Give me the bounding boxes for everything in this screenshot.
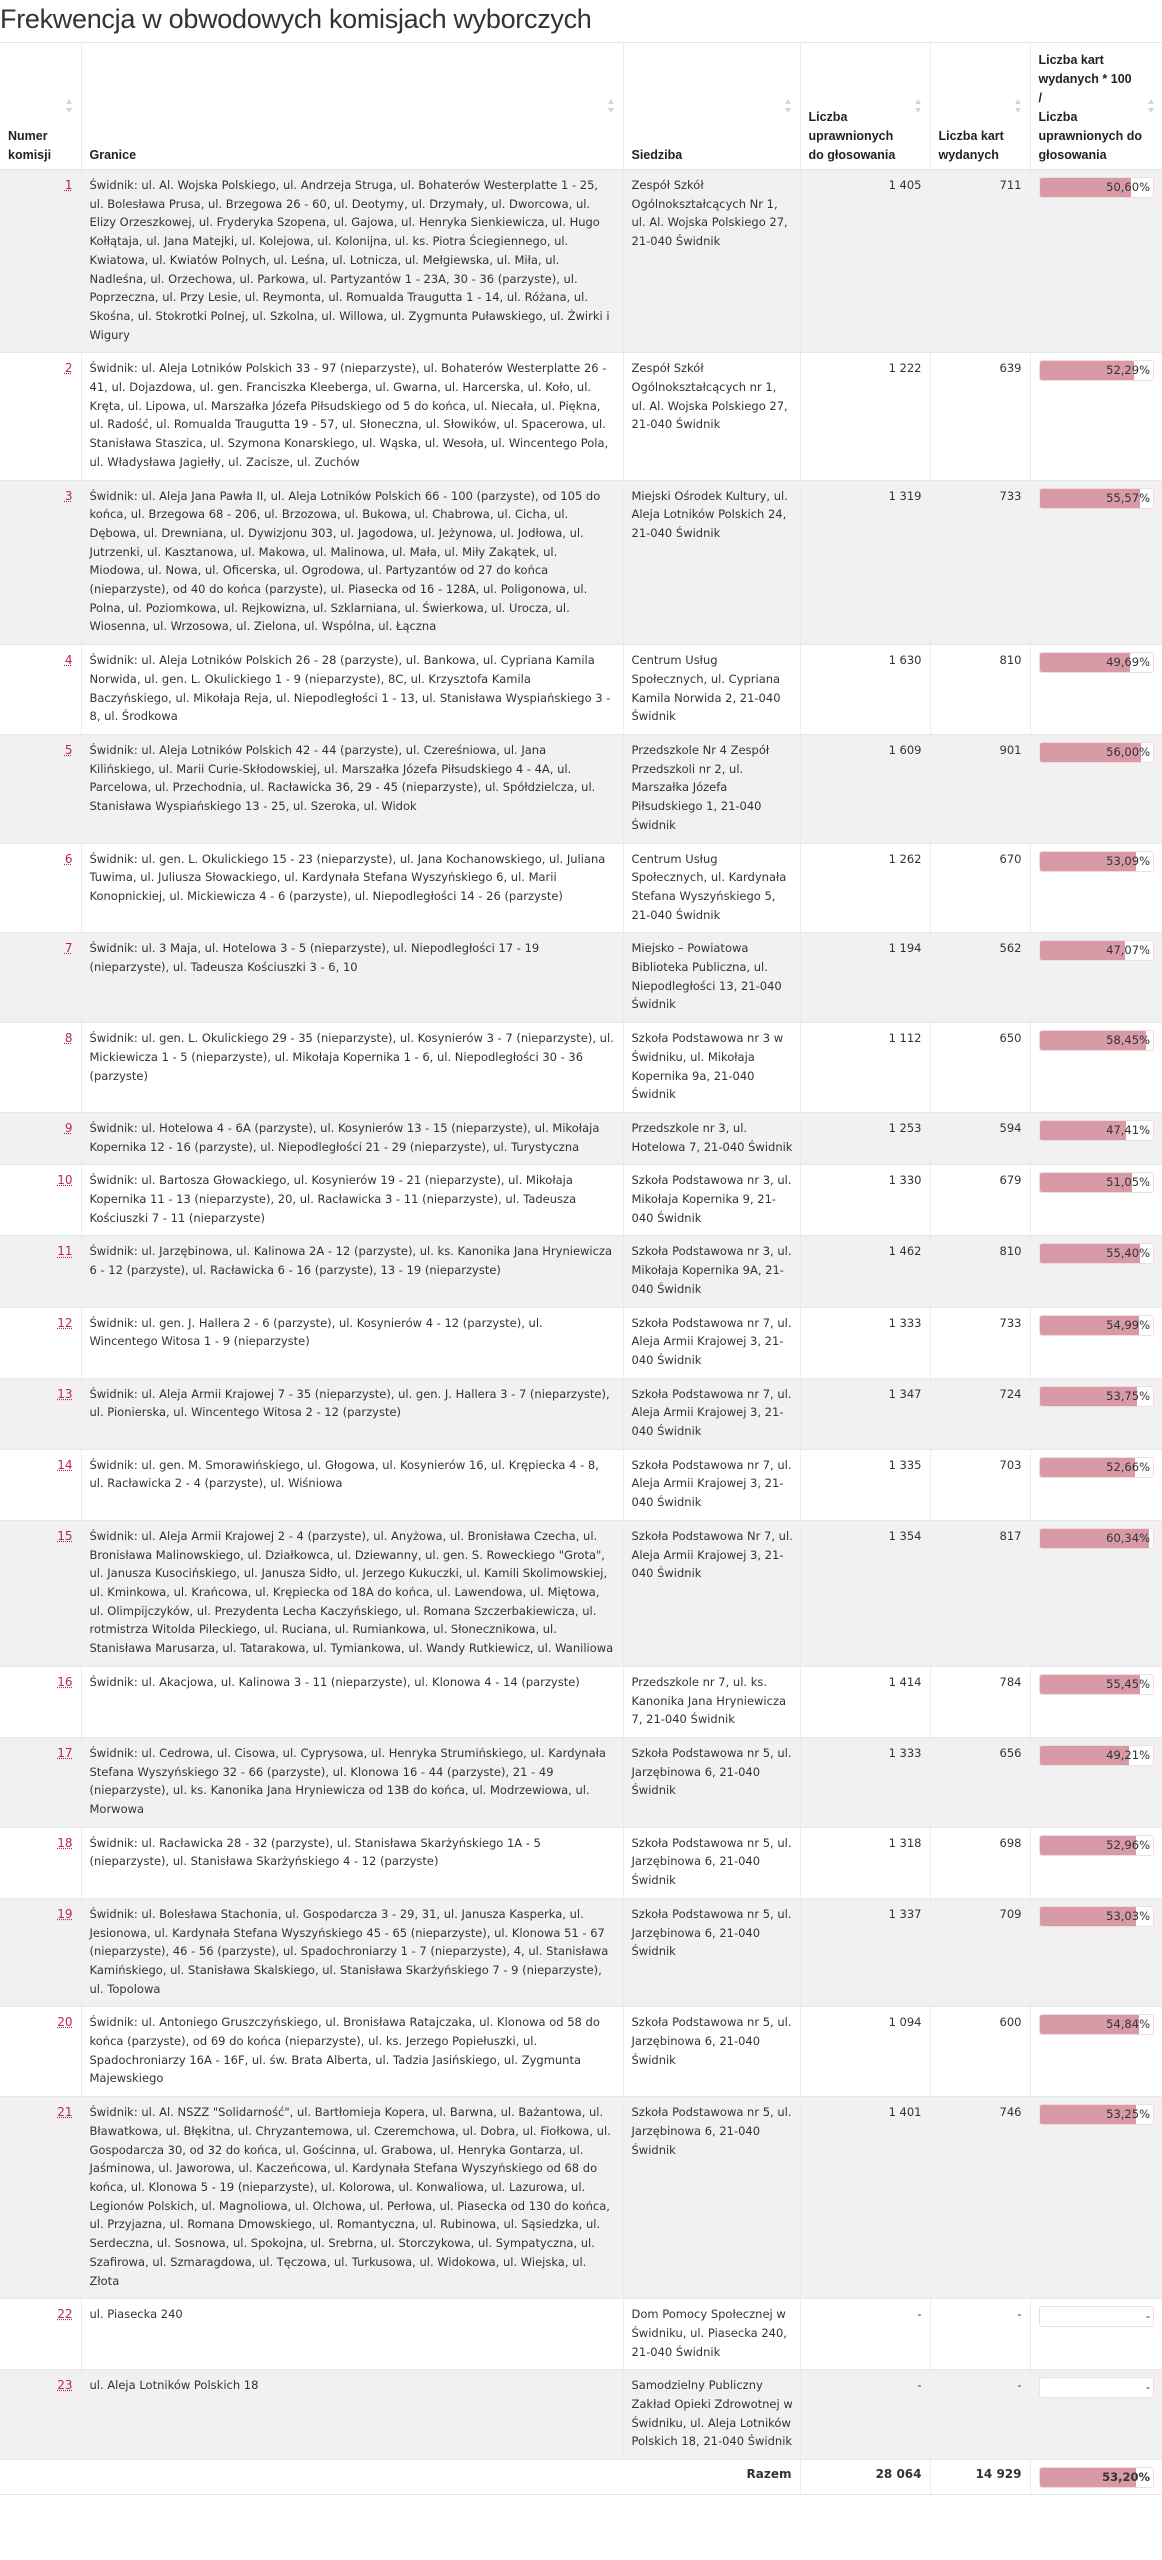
ballots-issued-cell: 711 [930, 170, 1030, 353]
column-header-numer[interactable] [0, 43, 81, 170]
seat-cell: Szkoła Podstawowa nr 7, ul. Aleja Armii Krajowej 3, 21-040 Świdnik [623, 1378, 800, 1449]
table-row [0, 645, 1162, 735]
column-header-label: Liczba kart wydanych [938, 129, 1004, 162]
table-row [0, 1236, 1162, 1307]
sort-icon[interactable] [1015, 99, 1022, 113]
column-header-label: Liczba uprawnionych do głosowania [808, 110, 896, 162]
ballots-issued-cell: 656 [930, 1737, 1030, 1827]
commission-number-link[interactable]: 5 [64, 742, 73, 757]
boundaries-cell: Świdnik: ul. Cedrowa, ul. Cisowa, ul. Cyprysowa, ul. Henryka Strumińskiego, ul. Kardynała Stefana Wyszyńskiego 32 - 66 (parzyste), ul. Klonowa 16 - 44 (parzyste), 21 - 49 (nieparzyste), ul. ks. Kanonika Jana Hryniewicza od 13B do końca, ul. Modrzewiowa, ul. Morwowa [81, 1737, 623, 1827]
turnout-bar [1039, 2306, 1155, 2327]
seat-cell: Szkoła Podstawowa nr 5, ul. Jarzębinowa 6, 21-040 Świdnik [623, 2097, 800, 2299]
turnout-bar [1039, 940, 1155, 961]
commission-number-cell [0, 2299, 81, 2370]
column-header-label: Numer komisji [8, 129, 52, 162]
ballots-issued-cell: 698 [930, 1827, 1030, 1898]
turnout-bar-label: 55,57% [1106, 490, 1150, 505]
boundaries-cell: Świdnik: ul. Akacjowa, ul. Kalinowa 3 - 11 (nieparzyste), ul. Klonowa 4 - 14 (parzyste) [81, 1666, 623, 1737]
turnout-bar-label: 49,69% [1106, 655, 1150, 670]
turnout-cell [1030, 2097, 1162, 2299]
seat-cell: Szkoła Podstawowa nr 3, ul. Mikołaja Kopernika 9, 21-040 Świdnik [623, 1165, 800, 1236]
boundaries-cell: ul. Piasecka 240 [81, 2299, 623, 2370]
eligible-voters-cell: 1 347 [800, 1378, 930, 1449]
commission-number-link[interactable]: 16 [57, 1674, 73, 1689]
commission-number-link[interactable]: 15 [57, 1528, 73, 1543]
turnout-cell [1030, 480, 1162, 645]
seat-cell: Szkoła Podstawowa nr 5, ul. Jarzębinowa 6, 21-040 Świdnik [623, 1827, 800, 1898]
ballots-issued-cell: 709 [930, 1898, 1030, 2007]
eligible-voters-cell: 1 194 [800, 933, 930, 1023]
turnout-bar-label: 52,66% [1106, 1459, 1150, 1474]
table-row [0, 1023, 1162, 1113]
table-row [0, 1378, 1162, 1449]
turnout-cell [1030, 734, 1162, 843]
commission-number-link[interactable]: 10 [57, 1173, 73, 1188]
boundaries-cell: ul. Aleja Lotników Polskich 18 [81, 2370, 623, 2460]
table-row [0, 2007, 1162, 2097]
boundaries-cell: Świdnik: ul. Hotelowa 4 - 6A (parzyste), ul. Kosynierów 13 - 15 (nieparzyste), ul. Mikołaja Kopernika 12 - 16 (parzyste), ul. Niepodległości 21 - 29 (nieparzyste), ul. Turystyczna [81, 1112, 623, 1164]
turnout-bar-label: 53,03% [1106, 1908, 1150, 1923]
eligible-voters-cell: 1 333 [800, 1737, 930, 1827]
table-row [0, 933, 1162, 1023]
turnout-bar-label: 50,60% [1106, 180, 1150, 194]
ballots-issued-cell: 679 [930, 1165, 1030, 1236]
seat-cell: Szkoła Podstawowa nr 5, ul. Jarzębinowa 6, 21-040 Świdnik [623, 1737, 800, 1827]
column-header-siedziba[interactable] [623, 43, 800, 170]
sort-icon[interactable] [1147, 99, 1154, 113]
ballots-issued-cell: 733 [930, 1307, 1030, 1378]
commission-number-link[interactable]: 22 [57, 2307, 73, 2322]
turnout-bar-label: 55,40% [1106, 1246, 1150, 1261]
turnout-bar [1039, 1120, 1155, 1141]
table-row [0, 1449, 1162, 1520]
column-header-uprawnieni[interactable] [800, 43, 930, 170]
turnout-table [0, 42, 1162, 2495]
commission-number-link[interactable]: 14 [57, 1457, 73, 1472]
table-row [0, 1165, 1162, 1236]
turnout-bar [1039, 1835, 1155, 1856]
turnout-bar [1039, 1528, 1155, 1549]
table-row [0, 2299, 1162, 2370]
commission-number-link[interactable]: 1 [64, 178, 73, 192]
eligible-voters-cell: 1 462 [800, 1236, 930, 1307]
commission-number-link[interactable]: 7 [64, 941, 73, 956]
ballots-issued-cell: 810 [930, 1236, 1030, 1307]
turnout-bar [1039, 2104, 1155, 2125]
table-row [0, 1898, 1162, 2007]
ballots-issued-cell: 650 [930, 1023, 1030, 1113]
commission-number-link[interactable]: 11 [57, 1244, 73, 1259]
eligible-voters-cell: 1 222 [800, 353, 930, 480]
eligible-voters-cell: 1 262 [800, 843, 930, 933]
turnout-bar [1039, 1315, 1155, 1336]
commission-number-cell [0, 480, 81, 645]
turnout-bar [1039, 1243, 1155, 1264]
boundaries-cell: Świdnik: ul. Aleja Lotników Polskich 33 - 97 (nieparzyste), ul. Bohaterów Westerplatte 26 - 41, ul. Dojazdowa, ul. gen. Franciszka Kleeberga, ul. Gwarna, ul. Harcerska, ul. Koło, ul. Kręta, ul. Lipowa, ul. Marszałka Józefa Piłsudskiego od 5 do końca, ul. Niecała, ul. Piękna, ul. Radość, ul. Romualda Traugutta 19 - 57, ul. Słoneczna, ul. Słowików, ul. Spacerowa, ul. Stanisława Staszica, ul. Szymona Konarskiego, ul. Wąska, ul. Wesoła, ul. Wincentego Pola, ul. Władysława Jagiełły, ul. Zacisze, ul. Zuchów [81, 353, 623, 480]
commission-number-cell [0, 2370, 81, 2460]
seat-cell: Szkoła Podstawowa nr 7, ul. Aleja Armii Krajowej 3, 21-040 Świdnik [623, 1307, 800, 1378]
turnout-cell [1030, 1023, 1162, 1113]
eligible-voters-cell: 1 094 [800, 2007, 930, 2097]
turnout-cell [1030, 1827, 1162, 1898]
ballots-issued-cell: 784 [930, 1666, 1030, 1737]
commission-number-cell [0, 1112, 81, 1164]
seat-cell: Miejski Ośrodek Kultury, ul. Aleja Lotników Polskich 24, 21-040 Świdnik [623, 480, 800, 645]
boundaries-cell: Świdnik: ul. Jarzębinowa, ul. Kalinowa 2A - 12 (parzyste), ul. ks. Kanonika Jana Hryniewicza 6 - 12 (parzyste), ul. Racławicka 6 - 16 (parzyste), 13 - 19 (nieparzyste) [81, 1236, 623, 1307]
column-header-karty[interactable] [930, 43, 1030, 170]
commission-number-link[interactable]: 18 [57, 1835, 73, 1850]
turnout-cell [1030, 353, 1162, 480]
seat-cell: Szkoła Podstawowa nr 7, ul. Aleja Armii Krajowej 3, 21-040 Świdnik [623, 1449, 800, 1520]
commission-number-cell [0, 1378, 81, 1449]
turnout-bar-label: - [1145, 2380, 1150, 2395]
table-row [0, 1827, 1162, 1898]
ballots-issued-cell: 901 [930, 734, 1030, 843]
commission-number-cell [0, 1023, 81, 1113]
eligible-voters-cell: 1 112 [800, 1023, 930, 1113]
boundaries-cell: Świdnik: ul. gen. L. Okulickiego 29 - 35 (nieparzyste), ul. Kosynierów 3 - 7 (nieparzyste), ul. Mickiewicza 1 - 5 (nieparzyste), ul. Mikołaja Kopernika 1 - 6, ul. Niepodległości 30 - 36 (parzyste) [81, 1023, 623, 1113]
ballots-issued-cell: 594 [930, 1112, 1030, 1164]
turnout-bar-label: 54,99% [1106, 1317, 1150, 1332]
boundaries-cell: Świdnik: ul. Racławicka 28 - 32 (parzyste), ul. Stanisława Skarżyńskiego 1A - 5 (nieparzyste), ul. Stanisława Skarżyńskiego 4 - 12 (parzyste) [81, 1827, 623, 1898]
ballots-issued-cell: 639 [930, 353, 1030, 480]
turnout-bar-label: 54,84% [1106, 2017, 1150, 2032]
boundaries-cell: Świdnik: ul. Aleja Lotników Polskich 42 - 44 (parzyste), ul. Czereśniowa, ul. Jana Kilińskiego, ul. Marii Curie-Skłodowskiej, ul. Marszałka Józefa Piłsudskiego 4 - 4A, ul. Parcelowa, ul. Przechodnia, ul. Racławicka 36, 29 - 45 (nieparzyste), ul. Spółdzielcza, ul. Stanisława Wyspiańskiego 13 - 25, ul. Szeroka, ul. Widok [81, 734, 623, 843]
turnout-bar-label: 49,21% [1106, 1747, 1150, 1762]
turnout-cell [1030, 1449, 1162, 1520]
table-row [0, 1307, 1162, 1378]
boundaries-cell: Świdnik: ul. gen. L. Okulickiego 15 - 23 (nieparzyste), ul. Jana Kochanowskiego, ul. Juliana Tuwima, ul. Juliusza Słowackiego, ul. Kardynała Stefana Wyszyńskiego 6, ul. Marii Konopnickiej, ul. Mickiewicza 4 - 6 (parzyste), ul. Niepodległości 14 - 26 (parzyste) [81, 843, 623, 933]
turnout-cell [1030, 2370, 1162, 2460]
turnout-bar-label: 53,75% [1106, 1388, 1150, 1403]
sort-icon[interactable] [66, 99, 73, 113]
boundaries-cell: Świdnik: ul. Al. NSZZ "Solidarność", ul. Bartłomieja Kopera, ul. Barwna, ul. Bażantowa, ul. Bławatkowa, ul. Błękitna, ul. Chryzantemowa, ul. Czeremchowa, ul. Dobra, ul. Fiołkowa, ul. Gospodarcza 30, od 32 do końca, ul. Gościnna, ul. Grabowa, ul. Henryka Gontarza, ul. Jaśminowa, ul. Jaworowa, ul. Kaczeńcowa, ul. Kardynała Stefana Wyszyńskiego od 68 do końca, ul. Klonowa 5 - 19 (nieparzyste), ul. Kolorowa, ul. Konwaliowa, ul. Lazurowa, ul. Legionów Polskich, ul. Magnoliowa, ul. Olchowa, ul. Perłowa, ul. Piasecka od 130 do końca, ul. Przyjazna, ul. Romana Dmowskiego, ul. Romantyczna, ul. Rubinowa, ul. Sąsiedzka, ul. Serdeczna, ul. Sosnowa, ul. Spokojna, ul. Srebrna, ul. Storczykowa, ul. Sympatyczna, ul. Szafirowa, ul. Szmaragdowa, ul. Tęczowa, ul. Turkusowa, ul. Widokowa, ul. Wiejska, ul. Złota [81, 2097, 623, 2299]
seat-cell: Szkoła Podstawowa nr 5, ul. Jarzębinowa 6, 21-040 Świdnik [623, 1898, 800, 2007]
column-header-frekwencja[interactable] [1030, 43, 1162, 170]
commission-number-cell [0, 1737, 81, 1827]
commission-number-cell [0, 1449, 81, 1520]
eligible-voters-cell: - [800, 2299, 930, 2370]
commission-number-cell [0, 1520, 81, 1666]
commission-number-cell [0, 843, 81, 933]
sort-icon[interactable] [785, 99, 792, 113]
turnout-bar-label: 53,20% [1102, 2470, 1150, 2485]
eligible-voters-cell: 1 609 [800, 734, 930, 843]
turnout-cell [1030, 1898, 1162, 2007]
table-row [0, 1666, 1162, 1737]
boundaries-cell: Świdnik: ul. Aleja Jana Pawła II, ul. Aleja Lotników Polskich 66 - 100 (parzyste), od 105 do końca, ul. Brzegowa 68 - 206, ul. Brzozowa, ul. Bukowa, ul. Chabrowa, ul. Cicha, ul. Dębowa, ul. Drewniana, ul. Dywizjonu 303, ul. Jagodowa, ul. Jeżynowa, ul. Jodłowa, ul. Jutrzenki, ul. Kasztanowa, ul. Makowa, ul. Malinowa, ul. Mała, ul. Miły Zakątek, ul. Miodowa, ul. Nowa, ul. Oficerska, ul. Ogrodowa, ul. Partyzantów od 27 do końca (nieparzyste), od 40 do końca (parzyste), ul. Piasecka od 16 - 128A, ul. Poligonowa, ul. Polna, ul. Poziomkowa, ul. Rejkowizna, ul. Szklarniana, ul. Świerkowa, ul. Urocza, ul. Wiosenna, ul. Wrzosowa, ul. Zielona, ul. Wspólna, ul. Łączna [81, 480, 623, 645]
ballots-issued-cell: 670 [930, 843, 1030, 933]
turnout-cell [1030, 1378, 1162, 1449]
table-row [0, 843, 1162, 933]
turnout-bar [1039, 1906, 1155, 1927]
seat-cell: Zespół Szkół Ogólnokształcących nr 1, ul. Al. Wojska Polskiego 27, 21-040 Świdnik [623, 353, 800, 480]
boundaries-cell: Świdnik: ul. Bartosza Głowackiego, ul. Kosynierów 19 - 21 (nieparzyste), ul. Mikołaja Kopernika 11 - 13 (nieparzyste), 20, ul. Racławicka 3 - 11 (nieparzyste), ul. Tadeusza Kościuszki 7 - 11 (nieparzyste) [81, 1165, 623, 1236]
ballots-issued-cell: - [930, 2370, 1030, 2460]
page-title: Frekwencja w obwodowych komisjach wyborczych [0, 4, 592, 34]
table-row [0, 353, 1162, 480]
sort-icon[interactable] [915, 99, 922, 113]
turnout-bar [1039, 1674, 1155, 1695]
commission-number-link[interactable]: 13 [57, 1386, 73, 1401]
table-row [0, 2097, 1162, 2299]
seat-cell: Zespół Szkół Ogólnokształcących Nr 1, ul. Al. Wojska Polskiego 27, 21-040 Świdnik [623, 170, 800, 353]
sort-icon[interactable] [608, 99, 615, 113]
turnout-cell [1030, 1737, 1162, 1827]
commission-number-link[interactable]: 21 [57, 2105, 73, 2120]
turnout-bar [1039, 652, 1155, 673]
boundaries-cell: Świdnik: ul. Al. Wojska Polskiego, ul. Andrzeja Struga, ul. Bohaterów Westerplatte 1 - 25, ul. Bolesława Prusa, ul. Brzegowa 26 - 60, ul. Deotymy, ul. Drzymały, ul. Dworcowa, ul. Elizy Orzeszkowej, ul. Fryderyka Szopena, ul. Gajowa, ul. Henryka Sienkiewicza, ul. Hugo Kołłątaja, ul. Jana Matejki, ul. Kolejowa, ul. Kolonijna, ul. ks. Piotra Ściegiennego, ul. Kwiatowa, ul. Kwiatów Polnych, ul. Leśna, ul. Lotnicza, ul. Mełgiewska, ul. Miła, ul. Nadleśna, ul. Orzechowa, ul. Parkowa, ul. Partyzantów 1 - 23A, 30 - 36 (parzyste), ul. Poprzeczna, ul. Przy Lesie, ul. Reymonta, ul. Romualda Traugutta 1 - 14, ul. Różana, ul. Skośna, ul. Stokrotki Polnej, ul. Szkolna, ul. Willowa, ul. Zygmunta Puławskiego, ul. Żwirki i Wigury [81, 170, 623, 353]
turnout-bar-label: 56,00% [1106, 744, 1150, 759]
table-row [0, 1520, 1162, 1666]
commission-number-cell [0, 353, 81, 480]
boundaries-cell: Świdnik: ul. 3 Maja, ul. Hotelowa 3 - 5 (nieparzyste), ul. Niepodległości 17 - 19 (nieparzyste), ul. Tadeusza Kościuszki 3 - 6, 10 [81, 933, 623, 1023]
table-row [0, 1112, 1162, 1164]
commission-number-link[interactable]: 4 [64, 653, 73, 668]
boundaries-cell: Świdnik: ul. Antoniego Gruszczyńskiego, ul. Bronisława Ratajczaka, ul. Klonowa od 58 do końca (parzyste), od 69 do końca (nieparzyste), ul. ks. Jerzego Popiełuszki, ul. Spadochroniarzy 16A - 16F, ul. św. Brata Alberta, ul. Tadzia Jasińskiego, ul. Zygmunta Majewskiego [81, 2007, 623, 2097]
column-header-label: Siedziba [631, 148, 683, 162]
column-header-label-line: Liczba uprawnionych do głosowania [1038, 110, 1142, 162]
eligible-voters-cell: 1 337 [800, 1898, 930, 2007]
boundaries-cell: Świdnik: ul. Aleja Armii Krajowej 2 - 4 (parzyste), ul. Anyżowa, ul. Bronisława Czecha, ul. Bronisława Malinowskiego, ul. Działkowca, ul. Dziewanny, ul. gen. S. Roweckiego "Grota", ul. Janusza Kusocińskiego, ul. Janusza Sidło, ul. Jerzego Kukuczki, ul. Kamili Skolimowskiej, ul. Kminkowa, ul. Krańcowa, ul. Krępiecka od 18A do końca, ul. Lawendowa, ul. Miętowa, ul. Olimpijczyków, ul. Prezydenta Lecha Kaczyńskiego, ul. Romana Szczerbakiewicza, ul. rotmistrza Witolda Pileckiego, ul. Ruciana, ul. Rumiankowa, ul. Słonecznikowa, ul. Stanisława Marusarza, ul. Tatarakowa, ul. Tymiankowa, ul. Wandy Rutkiewicz, ul. Waniliowa [81, 1520, 623, 1666]
commission-number-cell [0, 1236, 81, 1307]
column-header-granice[interactable] [81, 43, 623, 170]
commission-number-link[interactable]: 9 [64, 1120, 73, 1135]
eligible-voters-cell: 1 414 [800, 1666, 930, 1737]
eligible-voters-cell: 1 253 [800, 1112, 930, 1164]
commission-number-cell [0, 1827, 81, 1898]
eligible-voters-cell: 1 333 [800, 1307, 930, 1378]
ballots-issued-cell: 817 [930, 1520, 1030, 1666]
turnout-bar-label: 47,41% [1106, 1122, 1150, 1137]
commission-number-link[interactable]: 23 [57, 2378, 73, 2393]
turnout-bar [1039, 360, 1155, 381]
seat-cell: Szkoła Podstawowa nr 5, ul. Jarzębinowa 6, 21-040 Świdnik [623, 2007, 800, 2097]
commission-number-link[interactable]: 12 [57, 1315, 73, 1330]
turnout-cell [1030, 1165, 1162, 1236]
turnout-cell [1030, 170, 1162, 353]
boundaries-cell: Świdnik: ul. Bolesława Stachonia, ul. Gospodarcza 3 - 29, 31, ul. Janusza Kasperka, ul. Jesionowa, ul. Kardynała Stefana Wyszyńskiego 45 - 65 (nieparzyste), ul. Klonowa 51 - 67 (nieparzyste), 46 - 56 (parzyste), ul. Spadochroniarzy 1 - 7 (nieparzyste), 4, ul. Stanisława Kamińskiego, ul. Stanisława Skalskiego, ul. Stanisława Skarżyńskiego 7 - 9 (nieparzyste), ul. Topolowa [81, 1898, 623, 2007]
table-row [0, 170, 1162, 353]
seat-cell: Centrum Usług Społecznych, ul. Kardynała Stefana Wyszyńskiego 5, 21-040 Świdnik [623, 843, 800, 933]
commission-number-link[interactable]: 19 [57, 1906, 73, 1921]
commission-number-cell [0, 1307, 81, 1378]
commission-number-cell [0, 2007, 81, 2097]
seat-cell: Szkoła Podstawowa nr 3 w Świdniku, ul. Mikołaja Kopernika 9a, 21-040 Świdnik [623, 1023, 800, 1113]
turnout-cell [1030, 1520, 1162, 1666]
turnout-bar-label: 53,09% [1106, 853, 1150, 868]
commission-number-link[interactable]: 17 [57, 1745, 73, 1760]
ballots-issued-cell: 733 [930, 480, 1030, 645]
column-header-label-line: Liczba kart wydanych * 100 [1038, 53, 1132, 86]
commission-number-link[interactable]: 20 [57, 2015, 73, 2030]
turnout-bar [1039, 1030, 1155, 1051]
seat-cell: Centrum Usług Społecznych, ul. Cypriana Kamila Norwida 2, 21-040 Świdnik [623, 645, 800, 735]
eligible-voters-cell: 1 330 [800, 1165, 930, 1236]
seat-cell: Przedszkole nr 7, ul. ks. Kanonika Jana Hryniewicza 7, 21-040 Świdnik [623, 1666, 800, 1737]
commission-number-link[interactable]: 3 [64, 488, 73, 503]
totals-uprawnieni: 28 064 [800, 2460, 930, 2495]
boundaries-cell: Świdnik: ul. Aleja Armii Krajowej 7 - 35 (nieparzyste), ul. gen. J. Hallera 3 - 7 (nieparzyste), ul. Pionierska, ul. Wincentego Witosa 2 - 12 (parzyste) [81, 1378, 623, 1449]
turnout-cell [1030, 2299, 1162, 2370]
ballots-issued-cell: 810 [930, 645, 1030, 735]
turnout-bar-label: 55,45% [1106, 1676, 1150, 1691]
table-row [0, 1737, 1162, 1827]
turnout-bar [1039, 177, 1155, 198]
seat-cell: Samodzielny Publiczny Zakład Opieki Zdrowotnej w Świdniku, ul. Aleja Lotników Polskich 18, 21-040 Świdnik [623, 2370, 800, 2460]
commission-number-cell [0, 734, 81, 843]
ballots-issued-cell: 600 [930, 2007, 1030, 2097]
commission-number-cell [0, 1165, 81, 1236]
commission-number-cell [0, 1666, 81, 1737]
totals-row [0, 2460, 1162, 2495]
boundaries-cell: Świdnik: ul. Aleja Lotników Polskich 26 - 28 (parzyste), ul. Bankowa, ul. Cypriana Kamila Norwida, ul. gen. L. Okulickiego 1 - 9 (nieparzyste), 8C, ul. Krzysztofa Kamila Baczyńskiego, ul. Mikołaja Reja, ul. Niepodległości 1 - 13, ul. Stanisława Wyspiańskiego 3 - 8, ul. Środkowa [81, 645, 623, 735]
turnout-bar-label: 52,96% [1106, 1837, 1150, 1852]
turnout-cell [1030, 843, 1162, 933]
turnout-cell [1030, 2007, 1162, 2097]
turnout-bar [1039, 488, 1155, 509]
column-header-label-line: / [1038, 91, 1042, 105]
totals-spacer [0, 2460, 623, 2495]
ballots-issued-cell: - [930, 2299, 1030, 2370]
turnout-bar-label: 58,45% [1106, 1033, 1150, 1048]
ballots-issued-cell: 746 [930, 2097, 1030, 2299]
commission-number-link[interactable]: 8 [64, 1031, 73, 1046]
column-header-label: Granice [89, 148, 137, 162]
ballots-issued-cell: 562 [930, 933, 1030, 1023]
eligible-voters-cell: 1 319 [800, 480, 930, 645]
turnout-cell [1030, 645, 1162, 735]
commission-number-cell [0, 170, 81, 353]
commission-number-cell [0, 933, 81, 1023]
eligible-voters-cell: - [800, 2370, 930, 2460]
ballots-issued-cell: 724 [930, 1378, 1030, 1449]
turnout-cell [1030, 933, 1162, 1023]
turnout-bar-label: - [1145, 2309, 1150, 2324]
turnout-cell [1030, 1112, 1162, 1164]
commission-number-link[interactable]: 2 [64, 361, 73, 376]
commission-number-cell [0, 645, 81, 735]
table-row [0, 734, 1162, 843]
turnout-bar [1039, 1457, 1155, 1478]
seat-cell: Przedszkole nr 3, ul. Hotelowa 7, 21-040 Świdnik [623, 1112, 800, 1164]
turnout-bar [1039, 1172, 1155, 1193]
turnout-bar [1039, 2377, 1155, 2398]
seat-cell: Dom Pomocy Społecznej w Świdniku, ul. Piasecka 240, 21-040 Świdnik [623, 2299, 800, 2370]
turnout-bar [1039, 2467, 1155, 2488]
eligible-voters-cell: 1 354 [800, 1520, 930, 1666]
eligible-voters-cell: 1 405 [800, 170, 930, 353]
turnout-bar [1039, 742, 1155, 763]
turnout-bar-label: 47,07% [1106, 943, 1150, 958]
commission-number-cell [0, 1898, 81, 2007]
seat-cell: Szkoła Podstawowa Nr 7, ul. Aleja Armii Krajowej 3, 21-040 Świdnik [623, 1520, 800, 1666]
eligible-voters-cell: 1 318 [800, 1827, 930, 1898]
table-row [0, 2370, 1162, 2460]
seat-cell: Przedszkole Nr 4 Zespół Przedszkoli nr 2, ul. Marszałka Józefa Piłsudskiego 1, 21-040 Świdnik [623, 734, 800, 843]
totals-label: Razem [623, 2460, 800, 2495]
commission-number-cell [0, 2097, 81, 2299]
totals-karty: 14 929 [930, 2460, 1030, 2495]
seat-cell: Szkoła Podstawowa nr 3, ul. Mikołaja Kopernika 9A, 21-040 Świdnik [623, 1236, 800, 1307]
turnout-bar-label: 53,25% [1106, 2107, 1150, 2122]
table-row [0, 480, 1162, 645]
turnout-cell [1030, 1307, 1162, 1378]
ballots-issued-cell: 703 [930, 1449, 1030, 1520]
eligible-voters-cell: 1 335 [800, 1449, 930, 1520]
turnout-bar [1039, 2014, 1155, 2035]
turnout-cell [1030, 1236, 1162, 1307]
turnout-bar-label: 60,34% [1106, 1530, 1150, 1545]
turnout-bar [1039, 1386, 1155, 1407]
seat-cell: Miejsko – Powiatowa Biblioteka Publiczna, ul. Niepodległości 13, 21-040 Świdnik [623, 933, 800, 1023]
commission-number-link[interactable]: 6 [64, 851, 73, 866]
turnout-cell [1030, 1666, 1162, 1737]
eligible-voters-cell: 1 630 [800, 645, 930, 735]
table-header-row [0, 43, 1162, 170]
totals-frekwencja-cell [1030, 2460, 1162, 2495]
turnout-bar [1039, 851, 1155, 872]
table-body [0, 170, 1162, 2460]
turnout-bar-label: 52,29% [1106, 363, 1150, 378]
boundaries-cell: Świdnik: ul. gen. M. Smorawińskiego, ul. Głogowa, ul. Kosynierów 16, ul. Krępiecka 4 - 8, ul. Racławicka 2 - 4 (parzyste), ul. Wiśniowa [81, 1449, 623, 1520]
turnout-bar-label: 51,05% [1106, 1175, 1150, 1190]
turnout-bar [1039, 1745, 1155, 1766]
boundaries-cell: Świdnik: ul. gen. J. Hallera 2 - 6 (parzyste), ul. Kosynierów 4 - 12 (parzyste), ul. Wincentego Witosa 1 - 9 (nieparzyste) [81, 1307, 623, 1378]
eligible-voters-cell: 1 401 [800, 2097, 930, 2299]
